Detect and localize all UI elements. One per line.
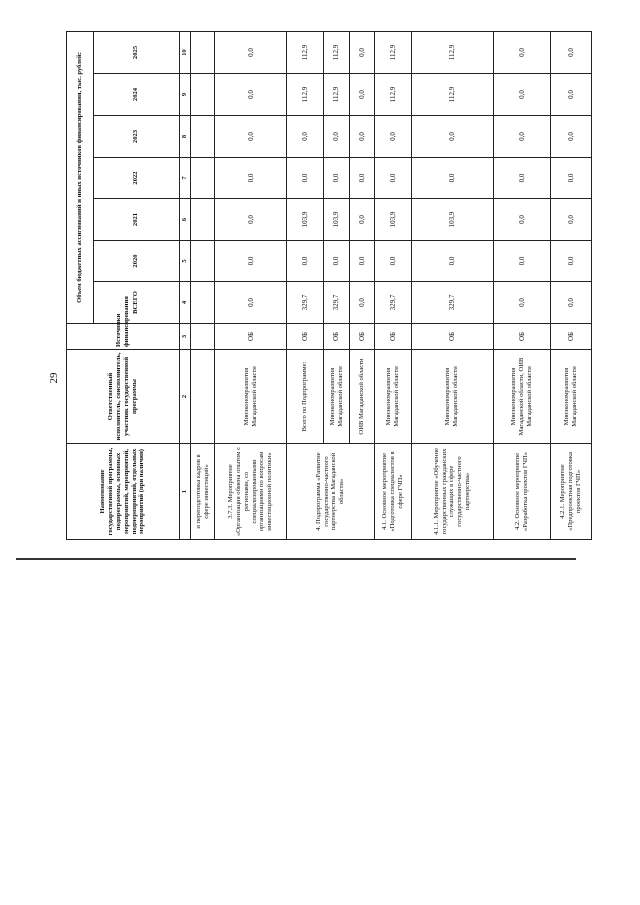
row-name: 4. Подпрограмма «Развитие государственно-частного партнерства в Магаданской области» — [286, 444, 374, 540]
table-row — [215, 31, 287, 539]
row-executor: Минэкономразвития Магаданской области — [323, 350, 350, 444]
rotated-table-area — [66, 32, 592, 540]
row-value: 0,0 — [350, 74, 375, 116]
funding-table — [66, 31, 592, 540]
row-value: 0,0 — [493, 116, 550, 158]
year-2024: 2024 — [93, 74, 179, 116]
row-executor: Всего по Подпрограмме: — [286, 350, 323, 444]
row-value: 0,0 — [550, 199, 591, 241]
row-value: 0,0 — [550, 241, 591, 282]
row-executor: Минэкономразвития Магаданской области — [215, 350, 287, 444]
row-value: 0,0 — [411, 116, 493, 158]
row-value: 0,0 — [374, 116, 411, 158]
row-name: 4.2.1. Мероприятие «Предпроектная подготовка проектов ГЧП» — [550, 444, 591, 540]
row-value: 0,0 — [215, 241, 287, 282]
header-executor: Ответственный исполнитель, соисполнитель, участник государственной программы — [67, 350, 180, 444]
year-2021: 2021 — [93, 199, 179, 241]
row-value: 0,0 — [411, 241, 493, 282]
row-value: 0,0 — [323, 116, 350, 158]
table-row — [374, 31, 411, 539]
row-value: 0,0 — [286, 116, 323, 158]
row-value — [190, 282, 215, 324]
page-divider — [16, 558, 576, 560]
index-cell: 9 — [179, 74, 190, 116]
row-value: 0,0 — [493, 74, 550, 116]
index-row — [179, 31, 190, 539]
table-row — [493, 31, 550, 539]
page-number: 29 — [48, 372, 60, 384]
row-value: 112,9 — [323, 74, 350, 116]
row-name: 4.1. Основное мероприятие «Подготовка специалистов в сфере ГЧП» — [374, 444, 411, 540]
row-value — [190, 158, 215, 199]
row-value: 0,0 — [286, 158, 323, 199]
row-value: 0,0 — [215, 199, 287, 241]
row-value: 0,0 — [493, 158, 550, 199]
index-cell: 10 — [179, 31, 190, 73]
row-executor: ОИВ Магаданской области — [350, 350, 375, 444]
row-value: 0,0 — [374, 241, 411, 282]
row-value: 112,9 — [286, 74, 323, 116]
row-source: ОБ — [215, 324, 287, 350]
row-value: 0,0 — [493, 31, 550, 73]
row-value: 0,0 — [215, 74, 287, 116]
row-value: 0,0 — [550, 158, 591, 199]
row-value: 0,0 — [215, 282, 287, 324]
row-value: 0,0 — [350, 116, 375, 158]
index-cell: 4 — [179, 282, 190, 324]
row-executor: Минэкономразвития Магаданской области, ОИВ Магаданской области — [493, 350, 550, 444]
row-source: ОБ — [493, 324, 550, 350]
index-cell: 8 — [179, 116, 190, 158]
table-row — [190, 31, 215, 539]
row-value: 0,0 — [411, 158, 493, 199]
row-source: ОБ — [350, 324, 375, 350]
row-value: 0,0 — [323, 241, 350, 282]
index-cell: 6 — [179, 199, 190, 241]
row-source — [190, 324, 215, 350]
row-value: 0,0 — [215, 31, 287, 73]
row-executor: Минэкономразвития Магаданской области — [411, 350, 493, 444]
row-name: 4.2. Основное мероприятие «Разработка проектов ГЧП» — [493, 444, 550, 540]
row-value: 0,0 — [550, 282, 591, 324]
row-value: 103,9 — [411, 199, 493, 241]
row-value — [190, 116, 215, 158]
row-value: 0,0 — [350, 241, 375, 282]
row-value: 0,0 — [550, 74, 591, 116]
row-value: 112,9 — [411, 31, 493, 73]
row-source: ОБ — [323, 324, 350, 350]
index-cell: 2 — [179, 350, 190, 444]
row-value: 0,0 — [350, 199, 375, 241]
row-value: 0,0 — [350, 282, 375, 324]
row-value: 329,7 — [411, 282, 493, 324]
row-value: 0,0 — [215, 116, 287, 158]
header-name: Наименование государственной программы, подпрограммы, основных мероприятий, мероприятий, подмероприятий, отдельных мероприятий (при наличии) — [67, 444, 180, 540]
row-name: 4.1.1. Мероприятие «Обучение государственных гражданских служащих в сфере государственно-частного партнерства» — [411, 444, 493, 540]
year-total: ВСЕГО — [93, 282, 179, 324]
index-cell: 7 — [179, 158, 190, 199]
row-value: 329,7 — [286, 282, 323, 324]
row-value: 0,0 — [493, 241, 550, 282]
year-2022: 2022 — [93, 158, 179, 199]
index-cell: 5 — [179, 241, 190, 282]
row-value: 0,0 — [493, 199, 550, 241]
row-value: 0,0 — [550, 116, 591, 158]
year-2025: 2025 — [93, 31, 179, 73]
row-value: 0,0 — [323, 158, 350, 199]
row-value: 0,0 — [350, 31, 375, 73]
header-funding: Объем бюджетных ассигнований и иных источников финансирования, тыс. рублей: — [67, 31, 94, 323]
index-cell: 1 — [179, 444, 190, 540]
row-value — [190, 199, 215, 241]
header-row — [67, 31, 94, 539]
year-2020: 2020 — [93, 241, 179, 282]
row-source: ОБ — [374, 324, 411, 350]
table-row — [411, 31, 493, 539]
row-value: 0,0 — [350, 158, 375, 199]
index-cell: 3 — [179, 324, 190, 350]
row-value: 112,9 — [323, 31, 350, 73]
table-row — [286, 31, 323, 539]
row-name: и переподготовка кадров в сфере инвестиций» — [190, 444, 215, 540]
row-source: ОБ — [286, 324, 323, 350]
row-value: 0,0 — [215, 158, 287, 199]
row-value: 112,9 — [374, 74, 411, 116]
row-value: 329,7 — [374, 282, 411, 324]
row-value: 103,9 — [323, 199, 350, 241]
row-value: 103,9 — [374, 199, 411, 241]
row-executor: Минэкономразвития Магаданской области — [550, 350, 591, 444]
row-value: 0,0 — [493, 282, 550, 324]
row-executor — [190, 350, 215, 444]
row-value: 0,0 — [374, 158, 411, 199]
row-value — [190, 31, 215, 73]
row-value: 112,9 — [411, 74, 493, 116]
row-executor: Минэкономразвития Магаданской области — [374, 350, 411, 444]
row-value: 0,0 — [550, 31, 591, 73]
row-value: 103,9 — [286, 199, 323, 241]
header-source: Источники финансирования — [67, 324, 180, 350]
row-value: 0,0 — [286, 241, 323, 282]
row-source: ОБ — [550, 324, 591, 350]
row-value: 112,9 — [374, 31, 411, 73]
row-value: 112,9 — [286, 31, 323, 73]
row-value: 329,7 — [323, 282, 350, 324]
row-name: 3.7.3. Мероприятие «Организация обмена опытом с регионами, со специализированными организациями по вопросам инвестиционной политики» — [215, 444, 287, 540]
table-row — [550, 31, 591, 539]
row-value — [190, 74, 215, 116]
row-value — [190, 241, 215, 282]
row-source: ОБ — [411, 324, 493, 350]
year-2023: 2023 — [93, 116, 179, 158]
